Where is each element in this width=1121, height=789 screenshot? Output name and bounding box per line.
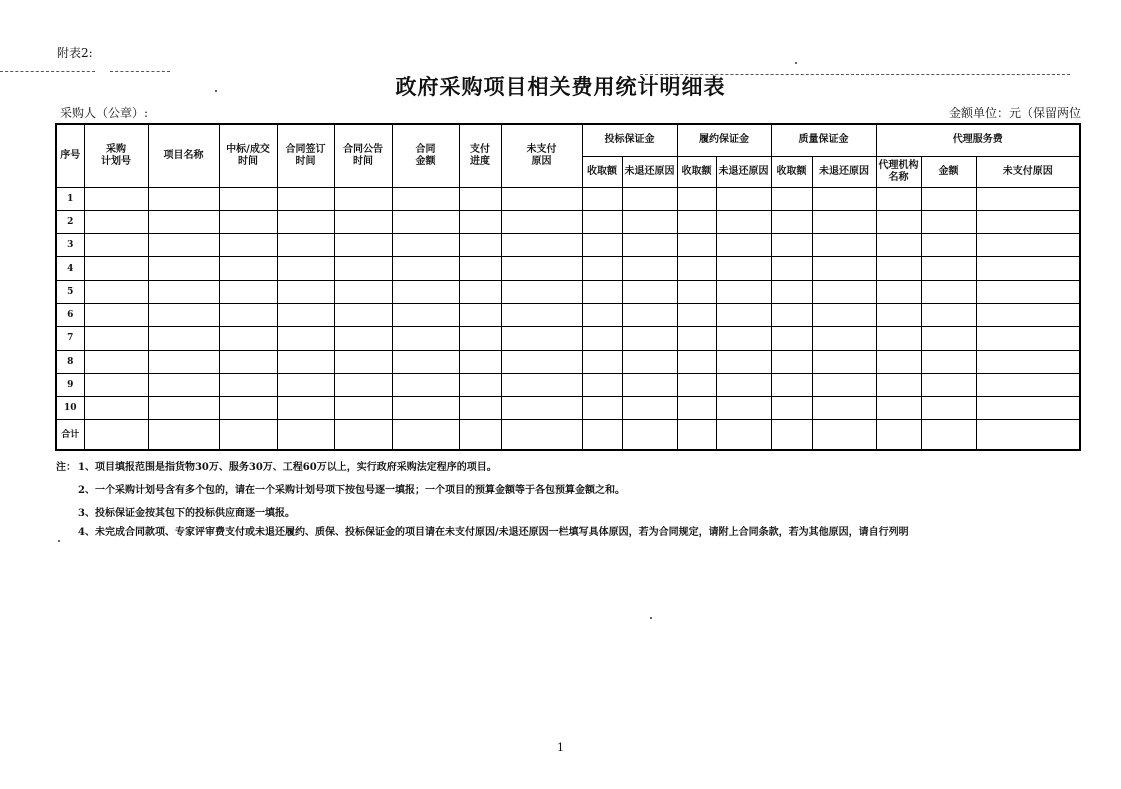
table-cell: [921, 373, 976, 396]
table-cell: [277, 280, 334, 303]
table-cell: [677, 420, 716, 450]
table-row: [56, 280, 1080, 303]
table-cell: [716, 373, 771, 396]
table-cell: [976, 420, 1080, 450]
table-cell: [277, 327, 334, 350]
table-cell: [392, 350, 459, 373]
table-cell: [812, 210, 876, 233]
table-cell: [921, 397, 976, 420]
table-cell: [582, 187, 622, 210]
table-cell: [219, 187, 277, 210]
header-award-time-line1: 中标/成交: [226, 143, 270, 155]
table-cell: [392, 187, 459, 210]
table-row: [56, 327, 1080, 350]
table-cell: [84, 420, 148, 450]
header-progress-line2: 进度: [470, 155, 490, 167]
table-cell: [392, 210, 459, 233]
table-cell: [219, 234, 277, 257]
table-cell: [582, 234, 622, 257]
table-cell: [622, 350, 677, 373]
header-performance-bond: 履约保证金: [677, 124, 771, 156]
table-cell: [921, 303, 976, 326]
table-cell: [334, 397, 392, 420]
header-announce-time-line1: 合同公告: [343, 143, 383, 155]
table-cell: [148, 187, 219, 210]
subheader-agency-name-line2: 名称: [888, 171, 909, 183]
row-seq: 10: [56, 397, 84, 420]
table-cell: [148, 257, 219, 280]
header-sign-time-line1: 合同签订: [285, 143, 326, 155]
table-cell: [219, 303, 277, 326]
header-bid-bond: 投标保证金: [582, 124, 677, 156]
table-cell: [219, 280, 277, 303]
table-cell: [277, 210, 334, 233]
notes-label: 注：: [56, 462, 76, 473]
subheader-agency-amount: 金额: [921, 156, 976, 187]
row-seq: 2: [56, 210, 84, 233]
table-cell: [622, 280, 677, 303]
table-cell: [622, 187, 677, 210]
table-cell: [812, 257, 876, 280]
table-cell: [334, 420, 392, 450]
table-cell: [622, 257, 677, 280]
row-seq: 3: [56, 234, 84, 257]
table-cell: [582, 280, 622, 303]
table-cell: [876, 303, 921, 326]
table-cell: [84, 397, 148, 420]
table-cell: [677, 257, 716, 280]
table-cell: [622, 420, 677, 450]
table-cell: [334, 257, 392, 280]
table-cell: [459, 257, 501, 280]
table-cell: [392, 257, 459, 280]
appendix-label: 附表2:: [57, 46, 93, 60]
table-cell: [716, 234, 771, 257]
subheader-perf-received: 收取额: [677, 156, 716, 187]
table-cell: [334, 327, 392, 350]
table-cell: [334, 210, 392, 233]
table-cell: [392, 234, 459, 257]
table-body: [56, 187, 1080, 450]
table-cell: [677, 397, 716, 420]
row-seq: 4: [56, 257, 84, 280]
table-row: [56, 303, 1080, 326]
table-cell: [148, 234, 219, 257]
page-title: 政府采购项目相关费用统计明细表: [395, 74, 726, 99]
header-unpaid-line2: 原因: [531, 155, 552, 167]
table-cell: [277, 420, 334, 450]
table-cell: [334, 350, 392, 373]
table-cell: [677, 234, 716, 257]
table-cell: [148, 327, 219, 350]
table-cell: [582, 373, 622, 396]
table-cell: [459, 420, 501, 450]
table-cell: [582, 303, 622, 326]
table-cell: [771, 420, 812, 450]
table-cell: [771, 234, 812, 257]
row-seq: 1: [56, 187, 84, 210]
subheader-quality-reason: 未退还原因: [812, 156, 876, 187]
table-cell: [148, 280, 219, 303]
table-cell: [84, 210, 148, 233]
table-cell: [459, 280, 501, 303]
table-cell: [622, 210, 677, 233]
table-cell: [976, 210, 1080, 233]
table-cell: [921, 350, 976, 373]
table-cell: [876, 373, 921, 396]
table-cell: [677, 373, 716, 396]
table-cell: [677, 210, 716, 233]
subheader-agency-reason: 未支付原因: [976, 156, 1080, 187]
table-cell: [459, 397, 501, 420]
table-cell: [392, 280, 459, 303]
table-cell: [84, 373, 148, 396]
table-cell: [84, 187, 148, 210]
table-cell: [277, 257, 334, 280]
table-cell: [716, 327, 771, 350]
table-cell: [277, 187, 334, 210]
row-seq: 6: [56, 303, 84, 326]
table-cell: [976, 187, 1080, 210]
subheader-bid-received: 收取额: [582, 156, 622, 187]
header-plan-no-line2: 计划号: [101, 155, 131, 167]
table-cell: [771, 257, 812, 280]
table-cell: [84, 303, 148, 326]
table-cell: [921, 420, 976, 450]
table-cell: [219, 350, 277, 373]
header-agency-fee: 代理服务费: [876, 124, 1080, 156]
table-cell: [976, 303, 1080, 326]
table-cell: [716, 210, 771, 233]
row-seq: 9: [56, 373, 84, 396]
header-award-time: [219, 124, 277, 187]
table-cell: [501, 280, 582, 303]
table-cell: [622, 373, 677, 396]
table-cell: [501, 350, 582, 373]
table-cell: [771, 280, 812, 303]
table-cell: [812, 327, 876, 350]
table-cell: [677, 327, 716, 350]
header-contract-amount: [392, 124, 459, 187]
table-cell: [812, 234, 876, 257]
table-cell: [501, 373, 582, 396]
table-cell: [876, 257, 921, 280]
table-cell: [876, 350, 921, 373]
table-cell: [459, 350, 501, 373]
table-cell: [334, 303, 392, 326]
table-cell: [771, 187, 812, 210]
table-cell: [501, 327, 582, 350]
table-cell: [812, 420, 876, 450]
table-cell: [582, 397, 622, 420]
table-cell: [876, 210, 921, 233]
table-cell: [876, 397, 921, 420]
table-row: [56, 373, 1080, 396]
table-cell: [622, 397, 677, 420]
table-cell: [148, 397, 219, 420]
table-row: [56, 350, 1080, 373]
table-cell: [921, 280, 976, 303]
subheader-quality-received: 收取额: [771, 156, 812, 187]
header-unpaid-line1: 未支付: [526, 143, 557, 155]
header-announce-time: [334, 124, 392, 187]
table-cell: [716, 397, 771, 420]
table-cell: [219, 373, 277, 396]
table-cell: [976, 257, 1080, 280]
header-payment-progress: [459, 124, 501, 187]
table-cell: [716, 257, 771, 280]
table-cell: [459, 187, 501, 210]
table-row: [56, 257, 1080, 280]
header-seq: 序号: [56, 124, 84, 187]
header-plan-no: [84, 124, 148, 187]
page-number: 1: [557, 741, 564, 754]
table-cell: [812, 350, 876, 373]
table-cell: [976, 350, 1080, 373]
procurement-fee-table: [55, 123, 1081, 451]
subheader-agency-name: [876, 156, 921, 187]
note-item-3: 3、投标保证金按其包下的投标供应商逐一填报。: [78, 508, 295, 519]
table-cell: [812, 187, 876, 210]
row-seq: 8: [56, 350, 84, 373]
table-cell: [771, 397, 812, 420]
table-cell: [334, 373, 392, 396]
table-cell: [501, 187, 582, 210]
header-quality-bond: 质量保证金: [771, 124, 876, 156]
total-label: 合计: [56, 420, 84, 450]
table-cell: [771, 303, 812, 326]
table-cell: [812, 280, 876, 303]
table-cell: [677, 303, 716, 326]
table-cell: [219, 327, 277, 350]
table-cell: [771, 373, 812, 396]
table-cell: [716, 187, 771, 210]
table-cell: [921, 187, 976, 210]
table-cell: [976, 373, 1080, 396]
amount-unit-label: 金额单位：元（保留两位: [948, 106, 1081, 120]
table-cell: [459, 303, 501, 326]
table-cell: [219, 210, 277, 233]
table-cell: [771, 327, 812, 350]
table-cell: [716, 420, 771, 450]
table-cell: [582, 257, 622, 280]
table-cell: [148, 420, 219, 450]
header-award-time-line2: 时间: [238, 155, 258, 167]
table-cell: [876, 187, 921, 210]
table-cell: [501, 210, 582, 233]
table-cell: [148, 350, 219, 373]
table-cell: [219, 257, 277, 280]
table-cell: [622, 234, 677, 257]
table-cell: [219, 397, 277, 420]
table-cell: [582, 350, 622, 373]
header-unpaid-reason: [501, 124, 582, 187]
table-cell: [148, 373, 219, 396]
table-cell: [771, 210, 812, 233]
table-cell: [459, 327, 501, 350]
scan-speck: [795, 62, 797, 64]
table-cell: [876, 420, 921, 450]
table-cell: [459, 373, 501, 396]
table-cell: [459, 234, 501, 257]
table-row: [56, 397, 1080, 420]
table-cell: [219, 420, 277, 450]
table-row: [56, 234, 1080, 257]
table-cell: [277, 373, 334, 396]
table-cell: [876, 234, 921, 257]
table-row: [56, 187, 1080, 210]
table-cell: [501, 234, 582, 257]
header-project-name: 项目名称: [148, 124, 219, 187]
note-item-4: 4、未完成合同款项、专家评审费支付或未退还履约、质保、投标保证金的项目请在未支付原因/未退还原因一栏填写具体原因，若为合同规定，请附上合同条款，若为其他原因，请自行列明: [78, 527, 909, 538]
table-cell: [501, 397, 582, 420]
subheader-bid-reason: 未退还原因: [622, 156, 677, 187]
table-cell: [921, 257, 976, 280]
table-cell: [771, 350, 812, 373]
table-cell: [976, 397, 1080, 420]
header-sign-time-line2: 时间: [295, 155, 316, 167]
table-cell: [392, 397, 459, 420]
table-cell: [812, 373, 876, 396]
table-cell: [716, 280, 771, 303]
table-cell: [392, 420, 459, 450]
table-cell: [921, 210, 976, 233]
table-cell: [501, 420, 582, 450]
table-cell: [334, 280, 392, 303]
table-cell: [812, 397, 876, 420]
header-sign-time: [277, 124, 334, 187]
table-cell: [334, 234, 392, 257]
table-cell: [334, 187, 392, 210]
table-cell: [84, 280, 148, 303]
table-cell: [716, 350, 771, 373]
table-cell: [976, 327, 1080, 350]
table-cell: [812, 303, 876, 326]
subheader-agency-name-line1: 代理机构: [878, 159, 919, 171]
table-cell: [876, 327, 921, 350]
note-item-1: 1、项目填报范围是指货物30万、服务30万、工程60万以上，实行政府采购法定程序的项目。: [78, 462, 497, 473]
table-cell: [677, 280, 716, 303]
table-cell: [622, 327, 677, 350]
table-cell: [277, 397, 334, 420]
table-cell: [277, 303, 334, 326]
table-cell: [716, 303, 771, 326]
header-amount-line2: 金额: [415, 155, 436, 167]
table-cell: [921, 327, 976, 350]
table-cell: [84, 327, 148, 350]
table-cell: [392, 327, 459, 350]
table-cell: [976, 234, 1080, 257]
table-cell: [392, 303, 459, 326]
table-cell: [582, 327, 622, 350]
note-item-2: 2、一个采购计划号含有多个包的，请在一个采购计划号项下按包号逐一填报；一个项目的预算金额等于各包预算金额之和。: [78, 485, 625, 496]
subheader-perf-reason: 未退还原因: [716, 156, 771, 187]
table-cell: [459, 210, 501, 233]
table-cell: [148, 210, 219, 233]
header-progress-line1: 支付: [470, 143, 490, 155]
table-cell: [677, 187, 716, 210]
table-total-row: [56, 420, 1080, 450]
table-cell: [501, 257, 582, 280]
header-amount-line1: 合同: [415, 143, 436, 155]
table-cell: [622, 303, 677, 326]
table-cell: [501, 303, 582, 326]
table-cell: [84, 350, 148, 373]
table-cell: [582, 210, 622, 233]
table-cell: [921, 234, 976, 257]
table-cell: [976, 280, 1080, 303]
table-cell: [582, 420, 622, 450]
header-announce-time-line2: 时间: [353, 155, 373, 167]
row-seq: 7: [56, 327, 84, 350]
table-cell: [392, 373, 459, 396]
table-cell: [148, 303, 219, 326]
scan-speck: [58, 540, 60, 542]
table-cell: [84, 234, 148, 257]
row-seq: 5: [56, 280, 84, 303]
purchaser-label: 采购人（公章）:: [60, 106, 149, 120]
table-cell: [876, 280, 921, 303]
header-plan-no-line1: 采购: [106, 143, 126, 155]
table-cell: [277, 350, 334, 373]
scan-speck: [650, 617, 652, 619]
table-cell: [84, 257, 148, 280]
table-cell: [677, 350, 716, 373]
table-row: [56, 210, 1080, 233]
table-cell: [277, 234, 334, 257]
